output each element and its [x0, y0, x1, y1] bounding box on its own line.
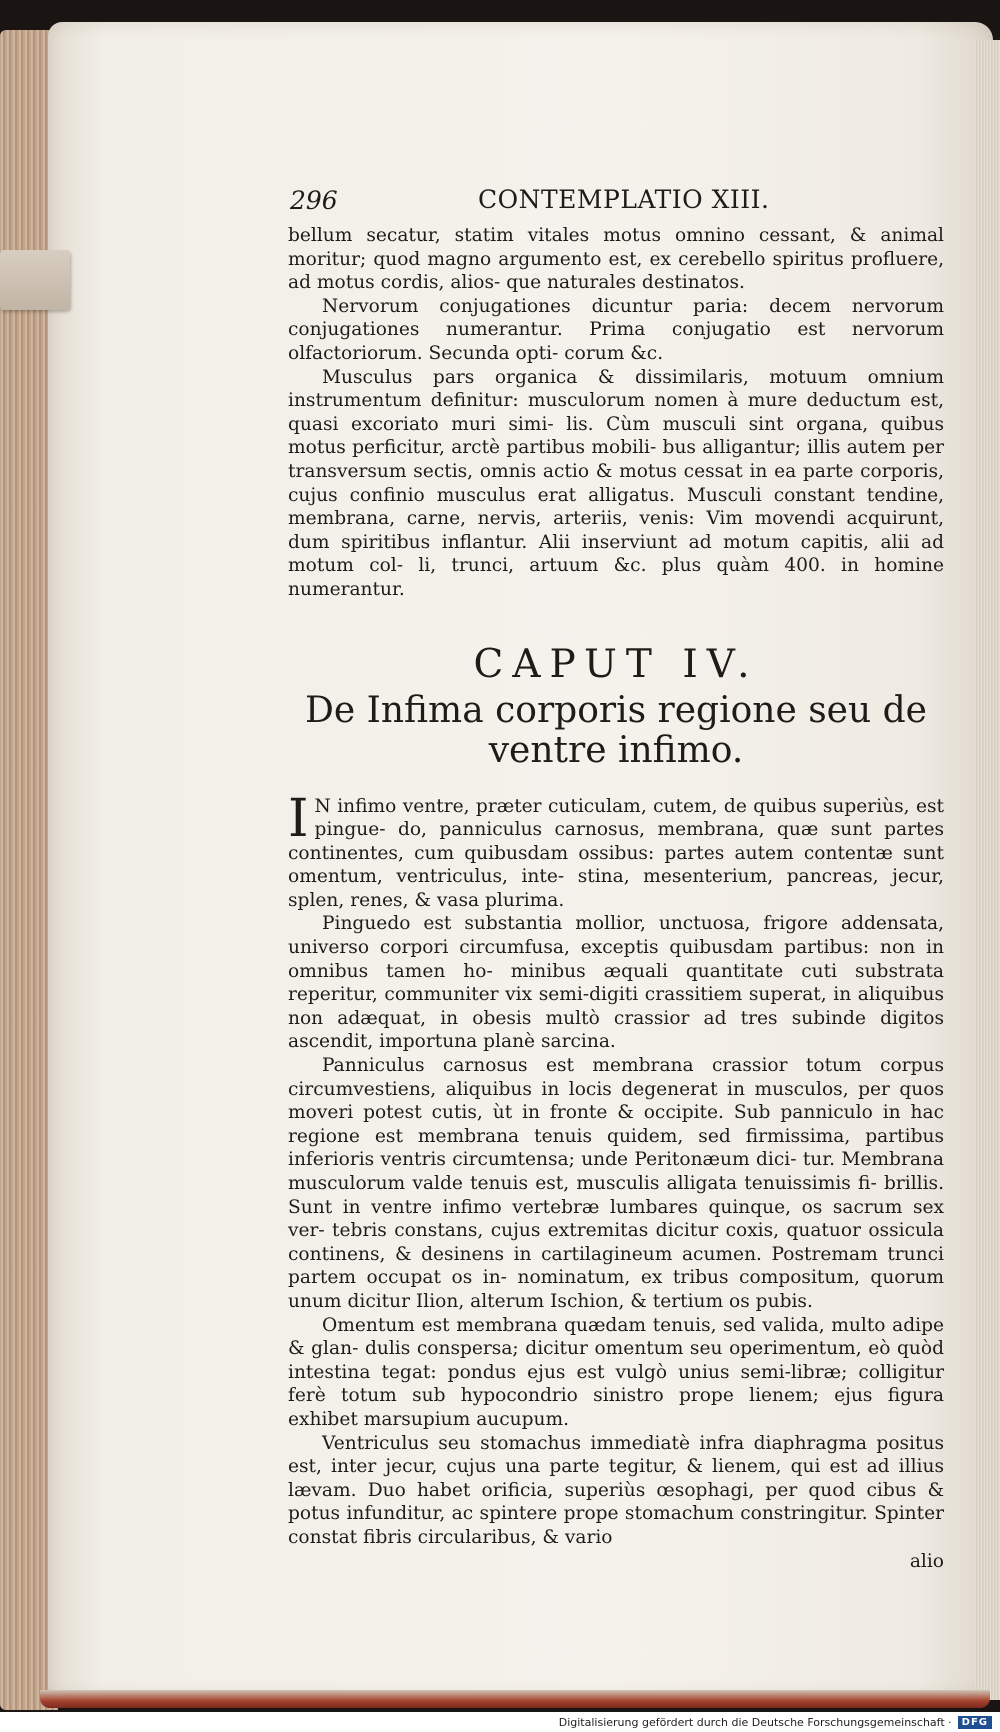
bottom-page-edge: [40, 1690, 990, 1708]
running-head: [288, 182, 944, 224]
paragraph-first: [288, 788, 944, 913]
first-paragraph-text: N infimo ventre, præter cuticulam, cutem, de quibus superiùs, est pingue- do, panniculus carnosus, membrana, quæ sunt partes continentes, cum quibusdam ossibus: partes autem contentæ sunt omentum, ventriculus, inte- stina, mesenterium, pancreas, jecur, splen, renes, & vasa plurima.: [288, 795, 944, 911]
paragraph-ventriculus: Ventriculus seu stomachus immediatè infra diaphragma positus est, inter jecur, cujus una parte tegitur, & lienem, qui est ad illius lævam. Duo habet orificia, superiùs œsophagi, per quod cibus & potus infunditur, ac spintere prope stomachum constringitur. Spinter constat fibris circularibus, & vario: [288, 1432, 944, 1548]
paragraph-pinguedo: Pinguedo est substantia mollior, unctuosa, frigore addensata, universo corpori circumfusa, exceptis quibusdam partibus: non in omnibus tamen ho- minibus æquali quantitate cuti substrata reperitur, communiter vix semi-digiti crassitiem superat, in aliquibus non adæquat, in obesis multò crassior ad tres subinde digitos ascendit, importuna planè sarcina.: [288, 913, 944, 1053]
paragraph-nervorum: Nervorum conjugationes dicuntur paria: decem nervorum conjugationes numerantur. Prima conjugatio est nervorum olfactoriorum. Secunda opti- corum &c.: [288, 295, 944, 364]
funding-credit: Digitalisierung gefördert durch die Deutsche Forschungsgemeinschaft ·: [558, 1715, 952, 1729]
dfg-logo: DFG: [958, 1716, 992, 1729]
digitization-footer: [0, 1712, 1000, 1732]
paragraph-musculus: Musculus pars organica & dissimilaris, motuum omnium instrumentum definitur: musculorum nomen à mure deductum est, quasi excoriato muri simi- lis. Cùm musculi sint organa, quibus motus perficitur, arctè partibus mobili- bus alligantur; illis autem per transversum sectis, omnis actio & motus cessat in ea parte corporis, cujus confinio musculus erat alligatus. Musculi constant tendine, membrana, carne, nervis, arteriis, venis: Vim movendi acquirunt, dum spiritibus inflantur. Alii inserviunt ad motum capitis, alii ad motum col- li, trunci, artuum &c. plus quàm 400. in homine numerantur.: [288, 366, 944, 600]
chapter-title: De Infima corporis regione seu de ventre infimo.: [305, 689, 927, 771]
running-title: CONTEMPLATIO XIII.: [478, 185, 770, 214]
right-page-edges: [975, 40, 1000, 1700]
catchword: alio: [909, 1550, 944, 1572]
page-tab-marker: [0, 250, 70, 310]
paragraph-continued: bellum secatur, statim vitales motus omnino cessant, & animal moritur; quod magno argumento est, ex cerebello spiritus profluere, ad motus cordis, alios- que naturales destinatos.: [288, 225, 944, 294]
chapter-heading: CAPUT IV.: [473, 641, 759, 687]
paragraph-panniculus: Panniculus carnosus est membrana crassior totum corpus circumvestiens, aliquibus in locis degenerat in musculos, per quos moveri potest cutis, ùt in fronte & occipite. Sub panniculo in hac regione est membrana tenuis quidem, sed firmissima, partibus inferioris ventris circumtensa; unde Peritonæum dici- tur. Membrana musculorum valde tenuis est, musculis alligata tenuissimis fi- brillis. Sunt in ventre infimo vertebræ lumbares quinque, os sacrum sex ver- tebris constans, cujus extremitas dicitur coxis, quatuor ossicula continens, & desinens in cartilagineum acumen. Postremam trunci partem occupat os in- nominatum, ex tribus compositum, quorum unum dicitur Ilion, alterum Ischion, & tertium os pubis.: [288, 1055, 944, 1312]
paragraph-omentum: Omentum est membrana quædam tenuis, sed valida, multo adipe & glan- dulis conspersa; dicitur omentum seu operimentum, eò quòd intestina tegat: pondus ejus est vulgò unius semi-libræ; colligitur ferè totum sub hypocondrio sinistro prope lienem; ejus figura exhibet marsupium aucupum.: [288, 1314, 944, 1430]
page-text-block: [288, 182, 944, 1573]
page-number: 296: [290, 186, 338, 215]
drop-capital: I: [288, 788, 309, 849]
